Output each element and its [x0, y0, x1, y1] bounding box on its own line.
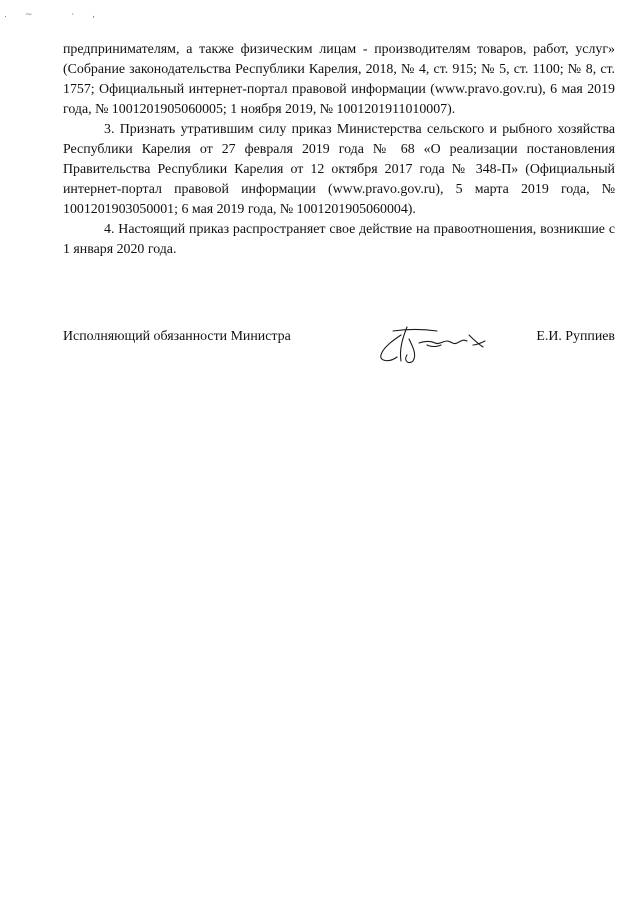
paragraph-item-3: 3. Признать утратившим силу приказ Министерства сельского и рыбного хозяйства Республики Карелия от 27 февраля 2019 года № 68 «О реализации постановления Правительства Республики Карелия от 12 октября 2017 года № 348-П» (Официальный интернет-портал правовой информации (www.pravo.gov.ru), 5 марта 2019 года, № 1001201903050001; 6 мая 2019 года, № 1001201905060004). [63, 122, 615, 217]
scan-artifact-marks: .~ ·, [4, 10, 113, 20]
handwritten-signature [373, 317, 493, 367]
paragraph-continuation: предпринимателям, а также физическим лицам - производителям товаров, работ, услуг» (Собрание законодательства Республики Карелия, 2018, № 4, ст. 915; № 5, ст. 1100; № 8, ст. 1757; Официальный интернет-портал правовой информации (www.pravo.gov.ru), 6 мая 2019 года, № 1001201905060005; 1 ноября 2019, № 1001201911010007). [63, 42, 615, 117]
document-body [63, 40, 615, 260]
paragraph-item-4: 4. Настоящий приказ распространяет свое действие на правоотношения, возникшие с 1 января 2020 года. [63, 222, 615, 257]
signatory-title: Исполняющий обязанности Министра [63, 329, 291, 344]
signatory-name: Е.И. Руппиев [536, 329, 615, 344]
signature-block [63, 325, 615, 375]
